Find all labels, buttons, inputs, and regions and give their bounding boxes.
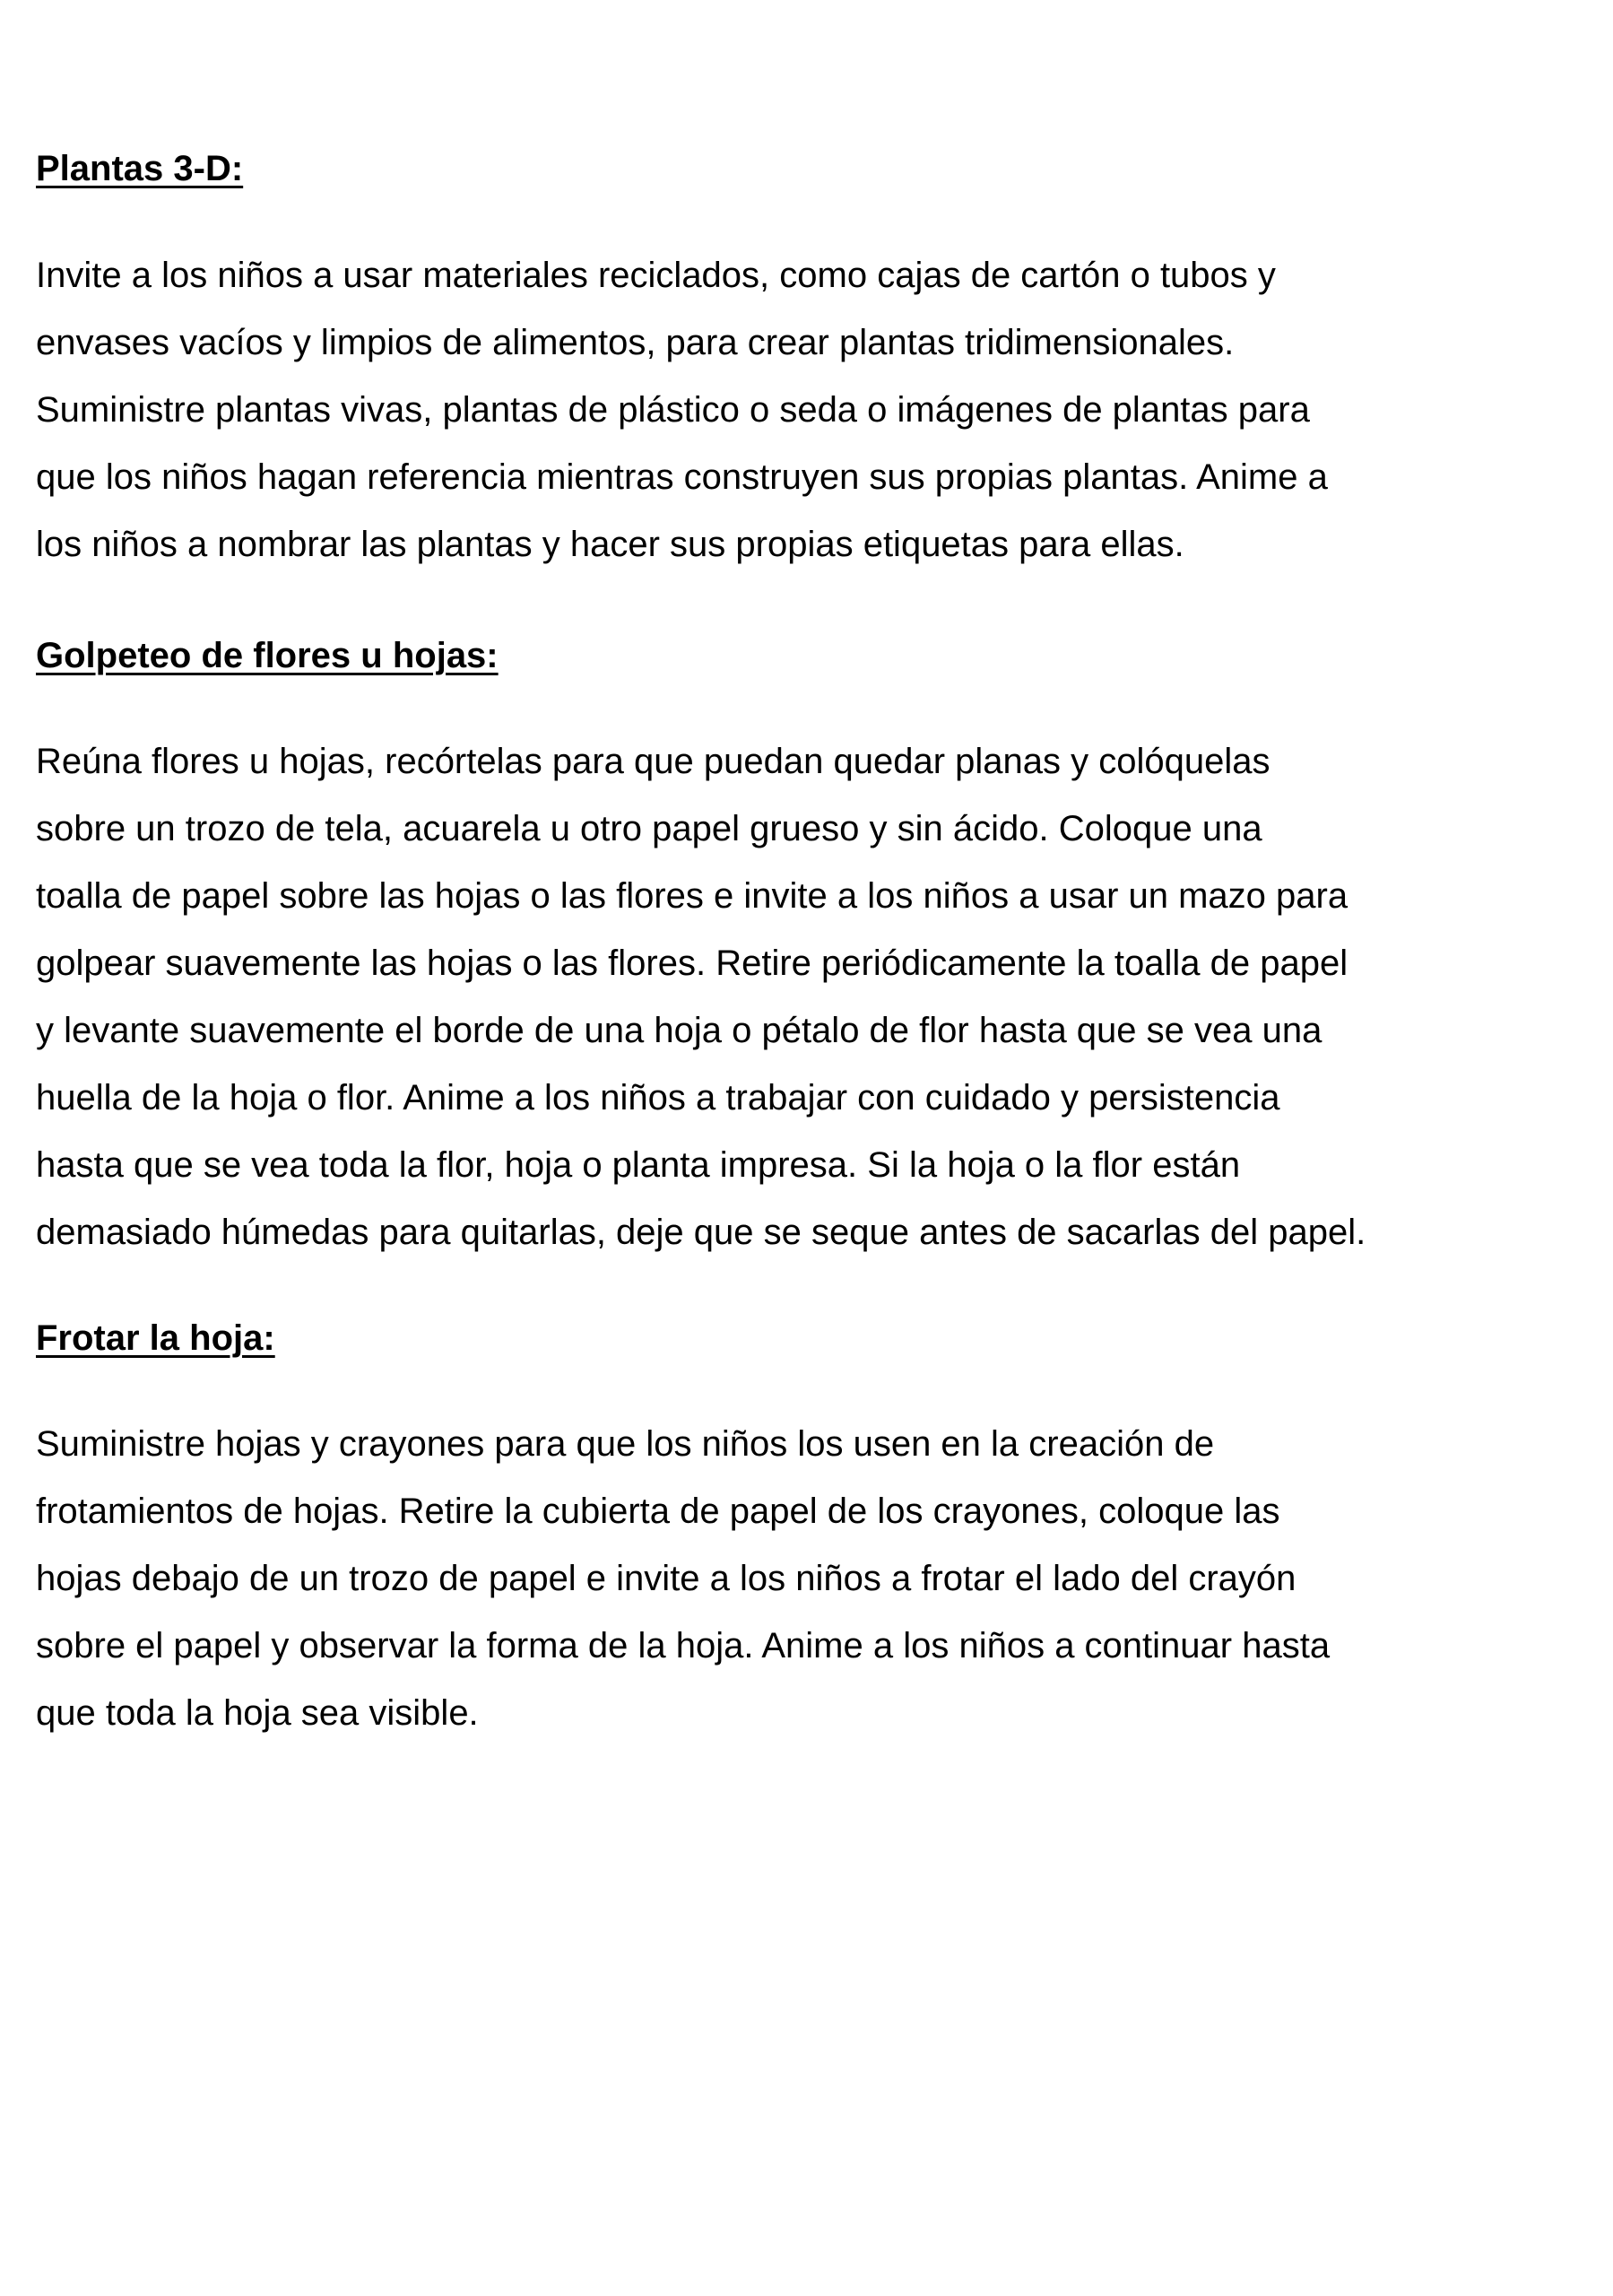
paragraph-line: que toda la hoja sea visible. [36,1693,479,1733]
section-paragraph-plantas-3d [36,242,1328,578]
paragraph-line: Invite a los niños a usar materiales reciclados, como cajas de cartón o tubos y [36,256,1276,295]
paragraph-line: sobre un trozo de tela, acuarela u otro papel grueso y sin ácido. Coloque una [36,809,1262,848]
section-heading-golpeteo: Golpeteo de flores u hojas: [36,636,499,675]
paragraph-line: demasiado húmedas para quitarlas, deje que se seque antes de sacarlas del papel. [36,1213,1366,1252]
paragraph-line: huella de la hoja o flor. Anime a los niños a trabajar con cuidado y persistencia [36,1078,1280,1118]
paragraph-line: Suministre hojas y crayones para que los niños los usen en la creación de [36,1424,1215,1464]
section-paragraph-frotar [36,1411,1330,1747]
section-paragraph-golpeteo [36,728,1366,1266]
paragraph-line: y levante suavemente el borde de una hoja o pétalo de flor hasta que se vea una [36,1011,1322,1050]
paragraph-line: los niños a nombrar las plantas y hacer sus propias etiquetas para ellas. [36,525,1184,564]
paragraph-line: hasta que se vea toda la flor, hoja o planta impresa. Si la hoja o la flor están [36,1145,1241,1185]
paragraph-line: sobre el papel y observar la forma de la hoja. Anime a los niños a continuar hasta [36,1626,1331,1665]
paragraph-line: que los niños hagan referencia mientras construyen sus propias plantas. Anime a [36,457,1328,497]
section-heading-frotar: Frotar la hoja: [36,1318,275,1358]
paragraph-line: golpear suavemente las hojas o las flores. Retire periódicamente la toalla de papel [36,944,1349,983]
paragraph-line: hojas debajo de un trozo de papel e invite a los niños a frotar el lado del crayón [36,1559,1296,1598]
paragraph-line: Reúna flores u hojas, recórtelas para que puedan quedar planas y colóquelas [36,742,1270,781]
paragraph-line: toalla de papel sobre las hojas o las flores e invite a los niños a usar un mazo para [36,876,1349,916]
paragraph-line: Suministre plantas vivas, plantas de plástico o seda o imágenes de plantas para [36,390,1310,430]
section-heading-plantas-3d: Plantas 3-D: [36,149,244,188]
paragraph-line: frotamientos de hojas. Retire la cubierta de papel de los crayones, coloque las [36,1492,1280,1531]
paragraph-line: envases vacíos y limpios de alimentos, para crear plantas tridimensionales. [36,323,1235,362]
